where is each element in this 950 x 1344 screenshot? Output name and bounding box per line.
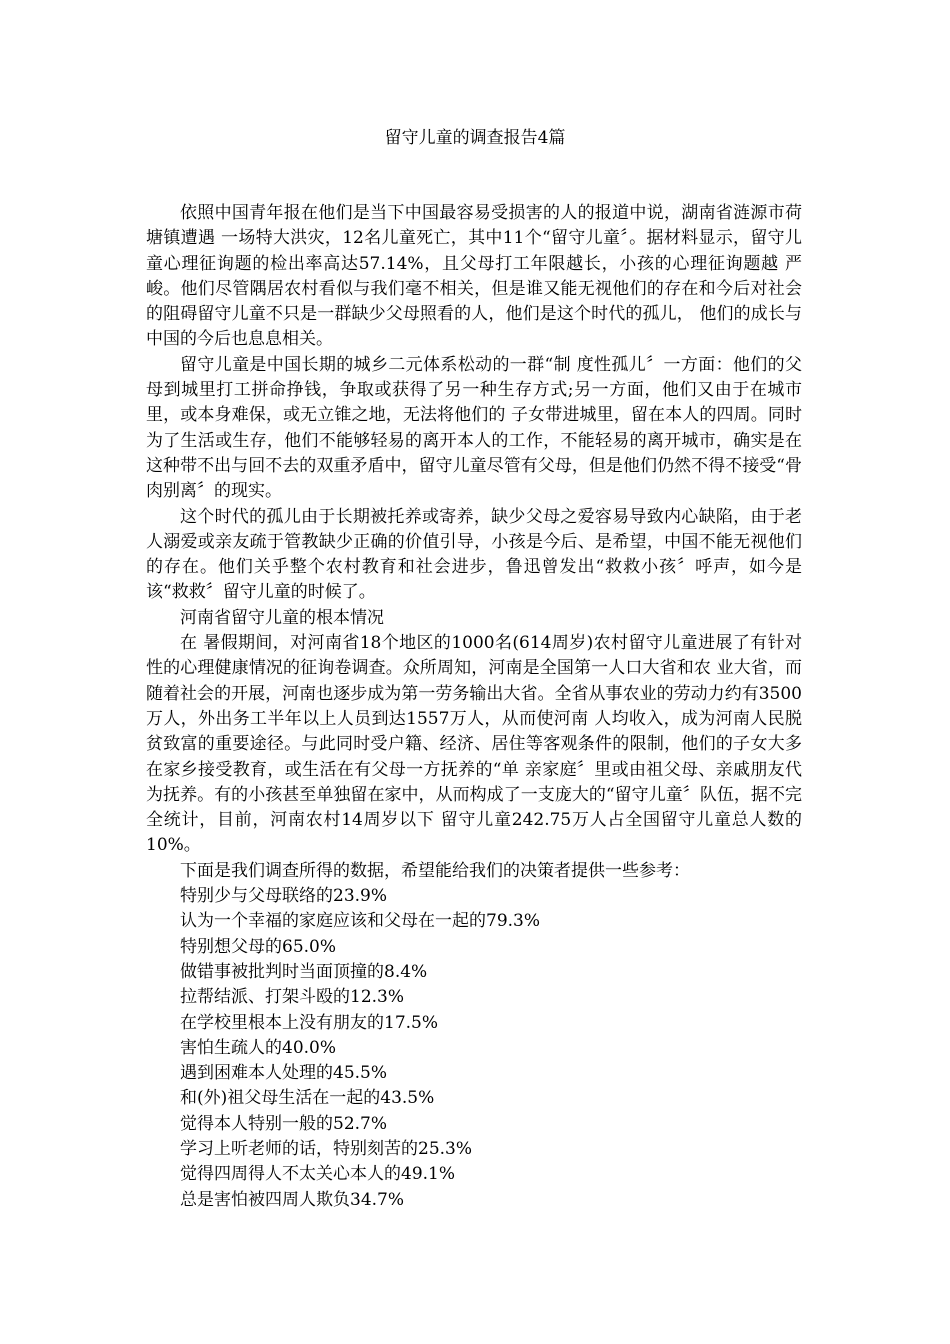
stat-item: 学习上听老师的话，特别刻苦的25.3% bbox=[180, 1138, 473, 1159]
document-body bbox=[146, 201, 802, 1213]
stat-item: 觉得本人特别一般的52.7% bbox=[180, 1113, 388, 1134]
survey-stats-list bbox=[146, 884, 802, 1213]
paragraph-background: 留守儿童是中国长期的城乡二元体系松动的一群“制 度性孤儿〞一方面：他们的父母到城里打工拼命挣钱，争取或获得了另一种生存方式;另一方面，他们又由于在城市里，或本身难保，或无立锥之地，无法将他们的 子女带进城里，留在本人的四周。同时为了生活或生存，他们不能够轻易的离开本人的工作，不能轻易的离开城市，确实是在这种带不出与回不去的双重矛盾中，留守儿童尽管有父母，但是他们仍然不得不接受“骨肉别离〞的现实。 bbox=[146, 354, 802, 502]
paragraph-intro: 依照中国青年报在他们是当下中国最容易受损害的人的报道中说，湖南省涟源市荷塘镇遭遇 一场特大洪灾，12名儿童死亡，其中11个“留守儿童〞。据材料显示，留守儿童心理征询题的检出率高达57.14%，且父母打工年限越长，小孩的心理征询题越 严峻。他们尽管隅居农村看似与我们毫不相关，但是谁又能无视他们的存在和今后对社会的阻碍留守儿童不只是一群缺少父母照看的人，他们是这个时代的孤儿， 他们的成长与中国的今后也息息相关。 bbox=[146, 203, 802, 350]
paragraph-data-intro: 下面是我们调查所得的数据，希望能给我们的决策者提供一些参考： bbox=[180, 860, 690, 881]
stat-item: 拉帮结派、打架斗殴的12.3% bbox=[180, 987, 405, 1008]
stat-item: 特别少与父母联络的23.9% bbox=[180, 886, 388, 907]
stat-item: 特别想父母的65.0% bbox=[180, 936, 337, 957]
paragraph-henan-survey: 在 暑假期间，对河南省18个地区的1000名(614周岁)农村留守儿童进展了有针对性的心理健康情况的征询卷调查。众所周知，河南是全国第一人口大省和农 业大省，而随着社会的开展，河南也逐步成为第一劳务输出大省。全省从事农业的劳动力约有3500万人，外出务工半年以上人员到达1557万人，从而使河南 人均收入，成为河南人民脱贫致富的重要途径。与此同时受户籍、经济、居住等客观条件的限制，他们的子女大多在家乡接受教育，或生活在有父母一方抚养的“单 亲家庭〞里或由祖父母、亲戚朋友代为抚养。有的小孩甚至单独留在家中，从而构成了一支庞大的“留守儿童〞队伍，据不完全统计，目前，河南农村14周岁以下 留守儿童242.75万人占全国留守儿童总人数的10%。 bbox=[146, 633, 802, 856]
stat-item: 和(外)祖父母生活在一起的43.5% bbox=[180, 1088, 435, 1109]
stat-item: 害怕生疏人的40.0% bbox=[180, 1037, 337, 1058]
stat-item: 觉得四周得人不太关心本人的49.1% bbox=[180, 1164, 456, 1185]
stat-item: 认为一个幸福的家庭应该和父母在一起的79.3% bbox=[180, 911, 541, 932]
stat-item: 总是害怕被四周人欺负34.7% bbox=[180, 1189, 405, 1210]
stat-item: 在学校里根本上没有朋友的17.5% bbox=[180, 1012, 439, 1033]
stat-item: 遇到困难本人处理的45.5% bbox=[180, 1063, 388, 1084]
document-title: 留守儿童的调查报告4篇 bbox=[384, 128, 566, 148]
paragraph-orphans: 这个时代的孤儿由于长期被托养或寄养，缺少父母之爱容易导致内心缺陷，由于老人溺爱或亲友疏于管教缺少正确的价值引导，小孩是今后、是希望，中国不能无视他们的存在。他们关乎整个农村教育和社会进步，鲁迅曾发出“救救小孩〞呼声，如今是该“救救〞留守儿童的时候了。 bbox=[146, 506, 802, 603]
stat-item: 做错事被批判时当面顶撞的8.4% bbox=[180, 961, 428, 982]
section-heading: 河南省留守儿童的根本情况 bbox=[180, 607, 384, 628]
